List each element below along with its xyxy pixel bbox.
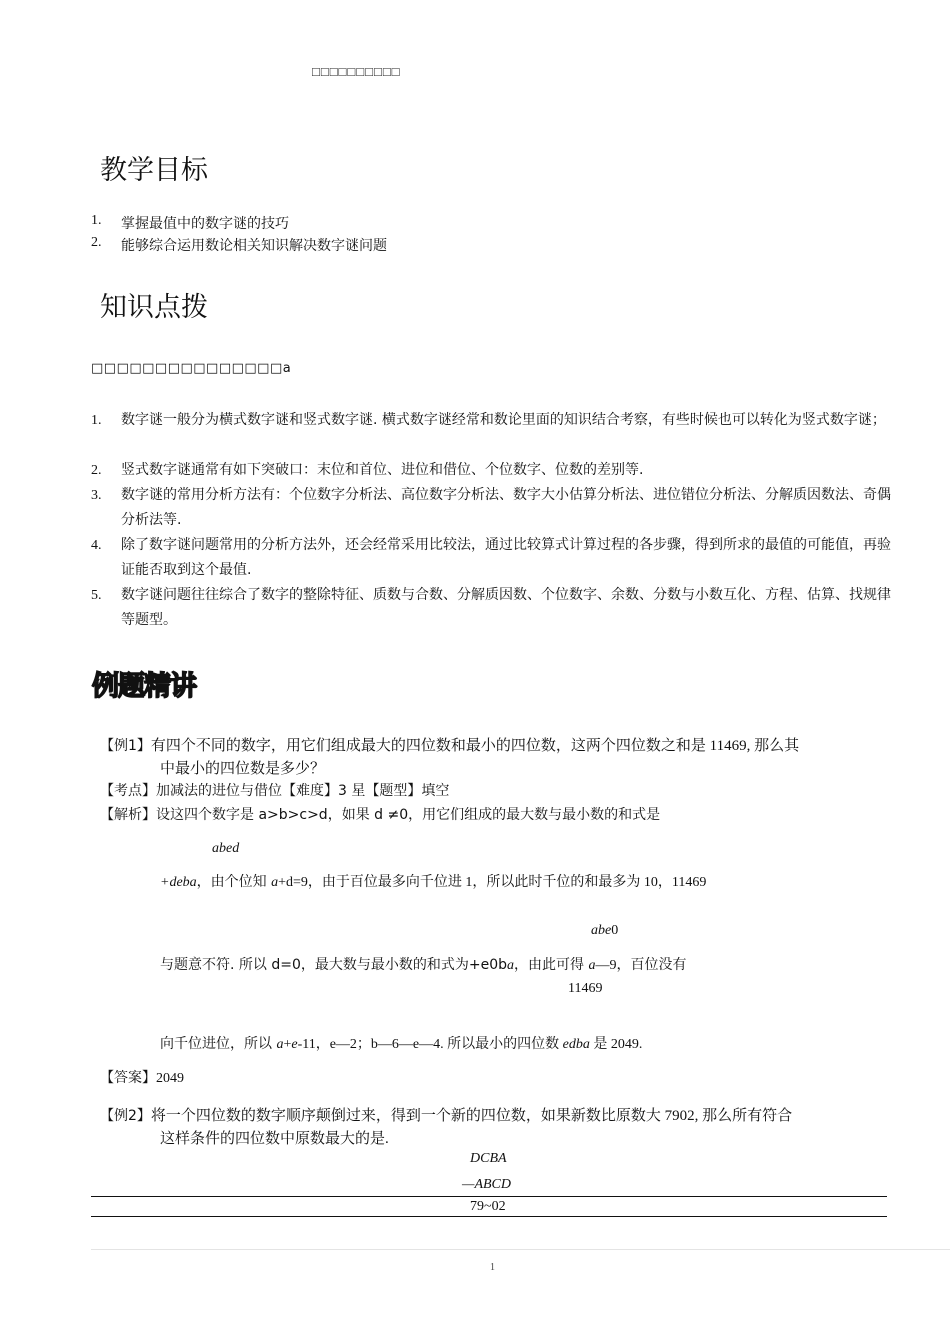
variable-a: a	[507, 958, 515, 973]
example1-label: 【例1】	[100, 738, 151, 754]
formula-rule	[91, 1216, 887, 1217]
formula-rule	[91, 1196, 887, 1197]
example2-label: 【例2】	[100, 1108, 151, 1124]
variable-a: a	[588, 958, 596, 973]
knowledge-item-number: 1.	[91, 413, 102, 428]
solution-text: 是 2049.	[589, 1037, 643, 1052]
formula-zero: 0	[611, 923, 619, 938]
example1-jiexi	[100, 804, 660, 824]
example1-solution-line2	[160, 871, 706, 891]
header-placeholder: □□□□□□□□□□	[312, 64, 401, 79]
formula-abe0	[591, 923, 618, 939]
knowledge-item-text: 竖式数字谜通常有如下突破口：末位和首位、进位和借位、个位数字、位数的差别等.	[121, 462, 644, 478]
solution-text: —9，百位没有	[595, 958, 687, 973]
formula-sum: 11469	[568, 981, 603, 996]
formula-abe: abe	[591, 923, 612, 938]
example1-solution-line3	[160, 954, 686, 974]
solution-text: 向千位进位，所以	[160, 1036, 277, 1052]
knowledge-item-number: 2.	[91, 463, 102, 478]
solution-text: 与题意不符. 所以 d=0，最大数与最小数的和式为+e0b	[160, 957, 508, 973]
solution-text: +	[283, 1037, 292, 1052]
example1-kaodian	[100, 780, 449, 800]
solution-text: +d=9，由于百位最多向千位进 1，所以此时千位的和最多为 10，11469	[278, 875, 707, 890]
solution-text: ，由此可得	[514, 957, 589, 973]
example1-solution-line4	[160, 1033, 642, 1053]
formula-abcd: —ABCD	[462, 1177, 511, 1192]
page-number: 1	[490, 1262, 495, 1273]
answer-label: 【答案】	[100, 1070, 156, 1086]
formula-deba: +deba	[160, 875, 197, 890]
example1-question	[100, 734, 799, 755]
knowledge-placeholder: □□□□□□□□□□□□□□□a	[91, 361, 292, 376]
knowledge-item	[91, 458, 891, 483]
example1-question-line1: 有四个不同的数字，用它们组成最大的四位数和最小的四位数，这两个四位数之和是 11469, 那么其	[150, 738, 800, 754]
kaodian-label: 【考点】	[100, 783, 156, 799]
knowledge-item-text: 除了数字谜问题常用的分析方法外，还会经常采用比较法，通过比较算式计算过程的各步骤，得到所求的最值的可能值，再验证能否取到这个最值.	[121, 537, 891, 578]
variable-a: a	[271, 875, 279, 890]
section-title-knowledge: 知识点拨	[100, 292, 208, 323]
section-title-goals: 教学目标	[100, 155, 208, 186]
knowledge-item-number: 4.	[91, 538, 102, 553]
example1-answer	[100, 1067, 184, 1087]
formula-dcba: DCBA	[470, 1151, 507, 1166]
goal-item-text: 掌握最值中的数字谜的技巧	[121, 216, 289, 232]
jiexi-text: 设这四个数字是 a>b>c>d，如果 d ≠0，用它们组成的最大数与最小数的和式是	[156, 807, 661, 823]
knowledge-item-text: 数字谜一般分为横式数字谜和竖式数字谜. 横式数字谜经常和数论里面的知识结合考察，有些时候也可以转化为竖式数字谜；	[121, 412, 886, 428]
footer-divider	[91, 1249, 950, 1250]
knowledge-item	[91, 408, 891, 458]
goal-item	[91, 235, 791, 255]
example2-question-line1: 将一个四位数的数字顺序颠倒过来，得到一个新的四位数，如果新数比原数大 7902, 那么所有符合	[150, 1108, 793, 1124]
knowledge-item	[91, 483, 891, 533]
solution-text: -11，e—2；b—6—e—4. 所以最小的四位数	[297, 1037, 563, 1052]
example2-question	[100, 1104, 792, 1125]
knowledge-item-text: 数字谜问题往往综合了数字的整除特征、质数与合数、分解质因数、个位数字、余数、分数与小数互化、方程、估算、找规律等题型。	[121, 587, 891, 628]
knowledge-item-number: 3.	[91, 488, 102, 503]
jiexi-label: 【解析】	[100, 807, 156, 823]
goal-item	[91, 213, 791, 233]
answer-value: 2049	[156, 1071, 184, 1086]
variable-e: e	[291, 1037, 298, 1052]
variable-a: a	[276, 1037, 284, 1052]
formula-abed: abed	[212, 841, 240, 856]
goal-item-number: 1.	[91, 213, 102, 228]
examples-banner: 例题精讲	[92, 671, 196, 702]
solution-text: ，由个位知	[196, 874, 272, 890]
knowledge-item	[91, 583, 891, 633]
formula-result: 79~02	[470, 1199, 506, 1214]
knowledge-item	[91, 533, 891, 583]
goal-item-number: 2.	[91, 235, 102, 250]
example1-question-line2: 中最小的四位数是多少？	[160, 761, 326, 777]
goal-item-text: 能够综合运用数论相关知识解决数字谜问题	[121, 238, 387, 254]
example2-question-line2: 这样条件的四位数中原数最大的是.	[160, 1131, 389, 1147]
formula-edba: edba	[562, 1037, 590, 1052]
knowledge-item-text: 数字谜的常用分析方法有：个位数字分析法、高位数字分析法、数字大小估算分析法、进位错位分析法、分解质因数法、奇偶分析法等.	[121, 487, 891, 528]
kaodian-text: 加减法的进位与借位【难度】3 星【题型】填空	[156, 783, 450, 799]
knowledge-item-number: 5.	[91, 588, 102, 603]
